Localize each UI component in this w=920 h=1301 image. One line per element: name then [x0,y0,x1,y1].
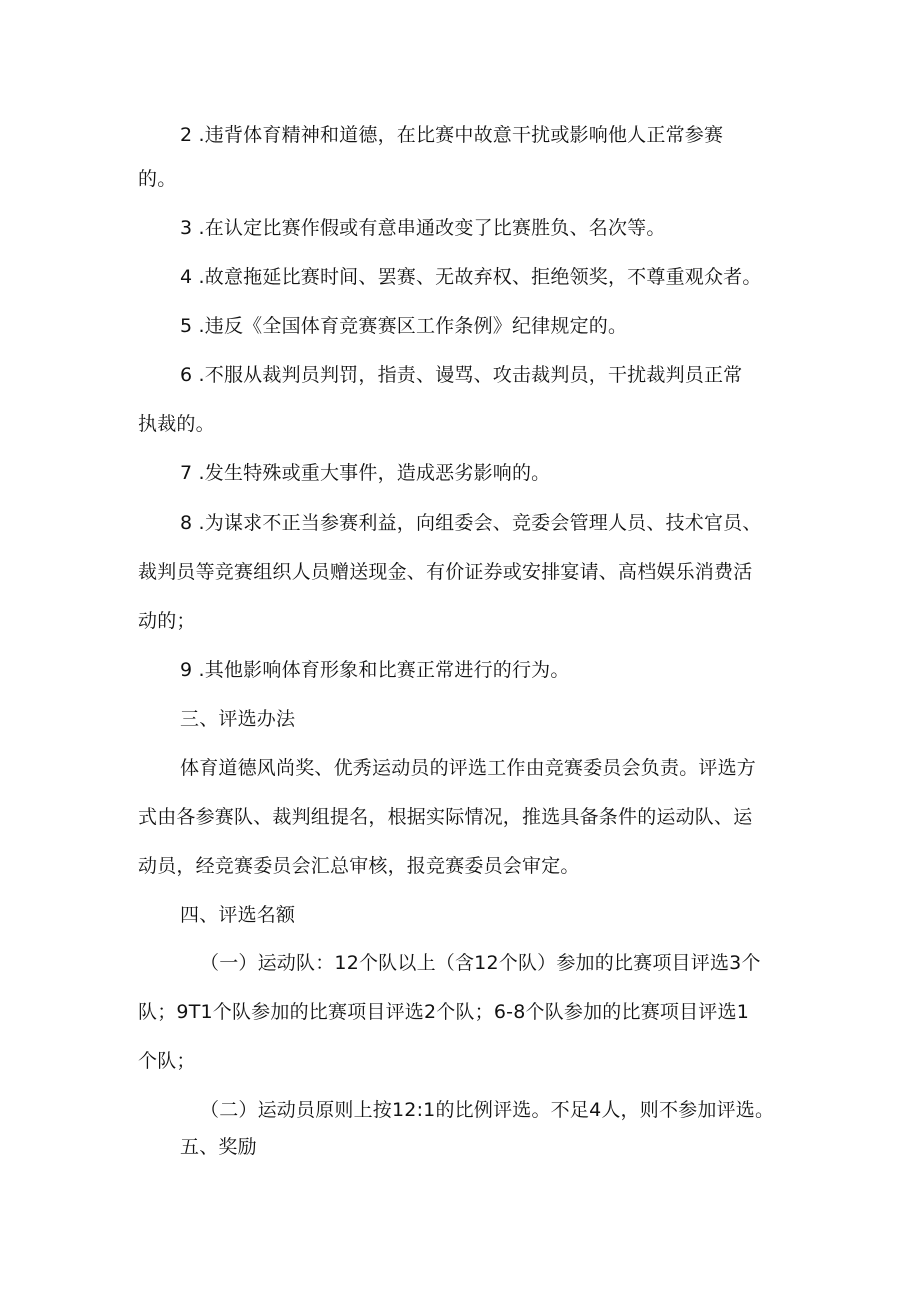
paragraph-line: 式由各参赛队、裁判组提名，根据实际情况，推选具备条件的运动队、运 [138,806,753,828]
paragraph-line: 9 .其他影响体育形象和比赛正常进行的行为。 [180,659,570,681]
paragraph-line: 7 .发生特殊或重大事件，造成恶劣影响的。 [180,462,551,484]
paragraph-line: 体育道德风尚奖、优秀运动员的评选工作由竞赛委员会负责。评选方 [180,757,757,779]
paragraph-line: 执裁的。 [138,413,215,435]
paragraph-line: 4 .故意拖延比赛时间、罢赛、无故弃权、拒绝领奖，不尊重观众者。 [180,266,762,288]
paragraph-line: 个队； [138,1050,196,1072]
paragraph-line: 5 .违反《全国体育竞赛赛区工作条例》纪律规定的。 [180,315,628,337]
section-heading: 五、奖励 [180,1136,257,1158]
paragraph-line: （一）运动队：12个队以上（含12个队）参加的比赛项目评选3个 [200,952,761,974]
paragraph-line: 动的； [138,610,196,632]
section-heading: 四、评选名额 [180,904,296,926]
paragraph-line: （二）运动员原则上按12:1的比例评选。不足4人，则不参加评选。 [200,1099,775,1121]
paragraph-line: 2 .违背体育精神和道德，在比赛中故意干扰或影响他人正常参赛 [180,124,724,146]
paragraph-line: 裁判员等竞赛组织人员赠送现金、有价证券或安排宴请、高档娱乐消费活 [138,561,753,583]
paragraph-line: 动员，经竞赛委员会汇总审核，报竞赛委员会审定。 [138,855,580,877]
paragraph-line: 队；9T1个队参加的比赛项目评选2个队；6-8个队参加的比赛项目评选1 [138,1001,749,1023]
paragraph-line: 3 .在认定比赛作假或有意串通改变了比赛胜负、名次等。 [180,217,666,239]
section-heading: 三、评选办法 [180,708,296,730]
paragraph-line: 8 .为谋求不正当参赛利益，向组委会、竞委会管理人员、技术官员、 [180,512,762,534]
paragraph-line: 6 .不服从裁判员判罚，指责、谩骂、攻击裁判员，干扰裁判员正常 [180,364,743,386]
paragraph-line: 的。 [138,168,177,190]
